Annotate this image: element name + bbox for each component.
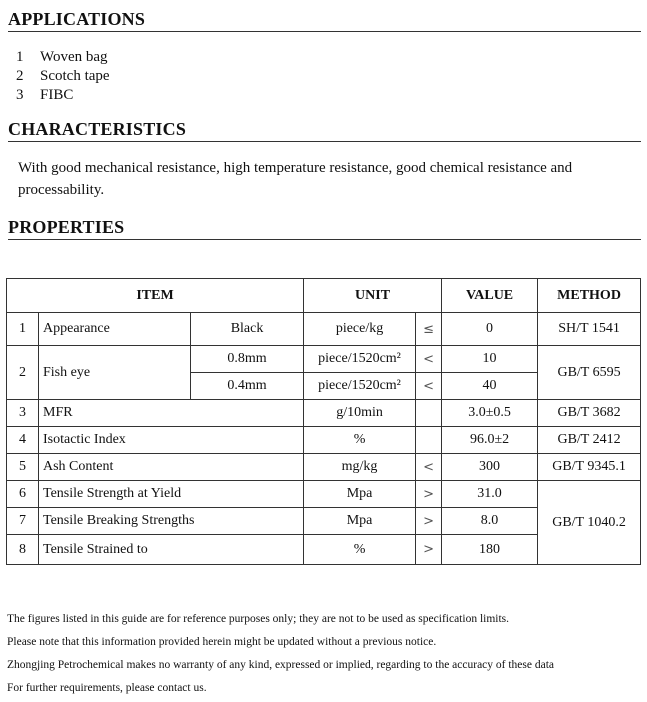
row-value: 10	[442, 346, 538, 373]
row-unit: Mpa	[304, 481, 416, 508]
row-number: 4	[7, 427, 39, 454]
table-row	[7, 400, 641, 427]
row-comparator	[416, 400, 442, 427]
header-value: VALUE	[442, 279, 538, 313]
list-item-text: Woven bag	[40, 49, 108, 65]
row-value: 3.0±0.5	[442, 400, 538, 427]
note-line: Please note that this information provided herein might be updated without a previous notice.	[7, 636, 437, 648]
row-item: Ash Content	[39, 454, 304, 481]
table-row	[7, 427, 641, 454]
row-comparator: ≤	[416, 313, 442, 346]
note-line: The figures listed in this guide are for reference purposes only; they are not to be used as specification limits.	[7, 613, 510, 625]
row-number: 8	[7, 535, 39, 565]
row-value: 96.0±2	[442, 427, 538, 454]
row-unit: %	[304, 427, 416, 454]
row-value: 0	[442, 313, 538, 346]
row-method: GB/T 3682	[538, 400, 641, 427]
row-comparator: <	[416, 454, 442, 481]
row-unit: Mpa	[304, 508, 416, 535]
row-number: 5	[7, 454, 39, 481]
table-row	[7, 454, 641, 481]
row-comparator	[416, 427, 442, 454]
header-item: ITEM	[7, 279, 304, 313]
table-row	[7, 313, 641, 346]
table-row	[7, 481, 641, 508]
list-item-text: FIBC	[40, 87, 74, 103]
list-item-number: 3	[16, 87, 24, 103]
row-number: 6	[7, 481, 39, 508]
row-method: GB/T 1040.2	[538, 481, 641, 565]
row-sub-item: Black	[191, 313, 304, 346]
row-comparator: >	[416, 481, 442, 508]
characteristics-heading: CHARACTERISTICS	[8, 118, 641, 142]
row-unit: mg/kg	[304, 454, 416, 481]
header-unit: UNIT	[304, 279, 442, 313]
list-item-number: 1	[16, 49, 24, 65]
row-unit: piece/1520cm²	[304, 373, 416, 400]
table-header-row	[7, 279, 641, 313]
row-number: 3	[7, 400, 39, 427]
row-item: Appearance	[39, 313, 191, 346]
note-line: For further requirements, please contact us.	[7, 682, 207, 694]
row-sub-item: 0.8mm	[191, 346, 304, 373]
row-number: 1	[7, 313, 39, 346]
row-comparator: <	[416, 346, 442, 373]
disclaimer-notes	[7, 608, 554, 700]
row-unit: piece/kg	[304, 313, 416, 346]
properties-table	[6, 278, 641, 565]
row-item: MFR	[39, 400, 304, 427]
applications-heading: APPLICATIONS	[8, 8, 641, 32]
row-item: Tensile Strained to	[39, 535, 304, 565]
note-line: Zhongjing Petrochemical makes no warranty of any kind, expressed or implied, regarding to the accuracy of these data	[7, 659, 555, 671]
properties-heading: PROPERTIES	[8, 216, 641, 240]
row-method: GB/T 9345.1	[538, 454, 641, 481]
header-method: METHOD	[538, 279, 641, 313]
row-value: 300	[442, 454, 538, 481]
row-method: GB/T 2412	[538, 427, 641, 454]
row-value: 180	[442, 535, 538, 565]
list-item	[16, 67, 110, 86]
row-method: GB/T 6595	[538, 346, 641, 400]
row-item: Isotactic Index	[39, 427, 304, 454]
row-item: Tensile Strength at Yield	[39, 481, 304, 508]
row-comparator: <	[416, 373, 442, 400]
row-value: 8.0	[442, 508, 538, 535]
row-item: Fish eye	[39, 346, 191, 400]
list-item-text: Scotch tape	[40, 68, 110, 84]
row-unit: piece/1520cm²	[304, 346, 416, 373]
row-sub-item: 0.4mm	[191, 373, 304, 400]
row-item: Tensile Breaking Strengths	[39, 508, 304, 535]
list-item	[16, 48, 110, 67]
row-value: 31.0	[442, 481, 538, 508]
row-value: 40	[442, 373, 538, 400]
row-comparator: >	[416, 535, 442, 565]
row-comparator: >	[416, 508, 442, 535]
row-number: 7	[7, 508, 39, 535]
table-row	[7, 346, 641, 373]
characteristics-text: With good mechanical resistance, high temperature resistance, good chemical resistance and processability.	[18, 160, 573, 198]
applications-list	[16, 48, 110, 105]
list-item	[16, 86, 110, 105]
row-unit: %	[304, 535, 416, 565]
row-method: SH/T 1541	[538, 313, 641, 346]
list-item-number: 2	[16, 68, 24, 84]
row-unit: g/10min	[304, 400, 416, 427]
row-number: 2	[7, 346, 39, 400]
